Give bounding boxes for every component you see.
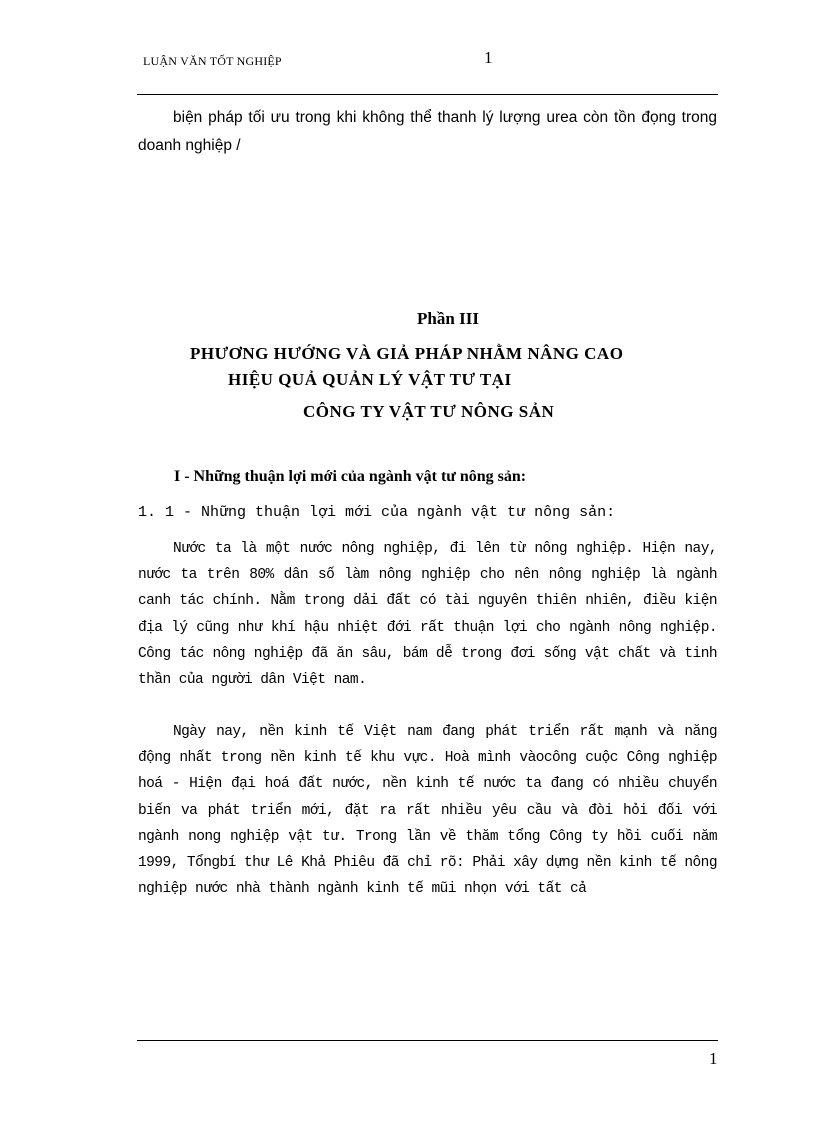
running-header-title: LUẬN VĂN TỐT NGHIỆP xyxy=(143,54,282,68)
part-title-line-3: CÔNG TY VẬT TƯ NÔNG SẢN xyxy=(303,402,555,421)
header-divider xyxy=(137,94,718,95)
footer-page-number: 1 xyxy=(709,1049,718,1068)
body-paragraph-1: Nước ta là một nước nông nghiệp, đi lên từ nông nghiệp. Hiện nay, nước ta trên 80% dân số làm nông nghiệp cho nên nông nghiệp là ngành canh tác chính. Nằm trong dải đất có tài nguyên thiên nhiên, điều kiện địa lý cũng như khí hậu nhiệt đới rất thuận lợi cho ngành nông nghiệp. Công tác nông nghiệp đã ăn sâu, bám dễ trong đơi sống vật chất và tinh thần của người dân Việt nam. xyxy=(138,541,717,689)
part-title-line-1: PHƯƠNG HƯỚNG VÀ GIẢ PHÁP NHẰM NÂNG CAO xyxy=(190,344,624,363)
header-page-number: 1 xyxy=(484,48,493,67)
subsection-heading: 1. 1 - Những thuận lợi mới của ngành vật tư nông sản: xyxy=(138,504,616,521)
part-title-line-2: HIỆU QUẢ QUẢN LÝ VẬT TƯ TẠI xyxy=(228,370,512,389)
part-label: Phần III xyxy=(417,309,479,328)
section-heading: I - Những thuận lợi mới của ngành vật tư nông sản: xyxy=(174,468,527,485)
body-paragraph-2: Ngày nay, nền kinh tế Việt nam đang phát triển rất mạnh và năng động nhất trong nền kinh tế khu vực. Hoà mình vàocông cuộc Công nghiệp hoá - Hiện đại hoá đất nước, nền kinh tế nước ta đang có nhiều chuyển biến va phát triển mới, đặt ra rất nhiều yêu cầu và đòi hỏi đối với ngành nong nghiệp vật tư. Trong lần về thăm tổng Công ty hồi cuối năm 1999, Tổngbí thư Lê Khả Phiêu đã chỉ rõ: Phải xây dựng nền kinh tế nông nghiệp nước nhà thành ngành kinh tế mũi nhọn với tất cả xyxy=(138,724,717,898)
intro-paragraph: biện pháp tối ưu trong khi không thể thanh lý lượng urea còn tồn đọng trong doanh nghiệp / xyxy=(138,109,717,154)
footer-divider xyxy=(137,1040,718,1041)
